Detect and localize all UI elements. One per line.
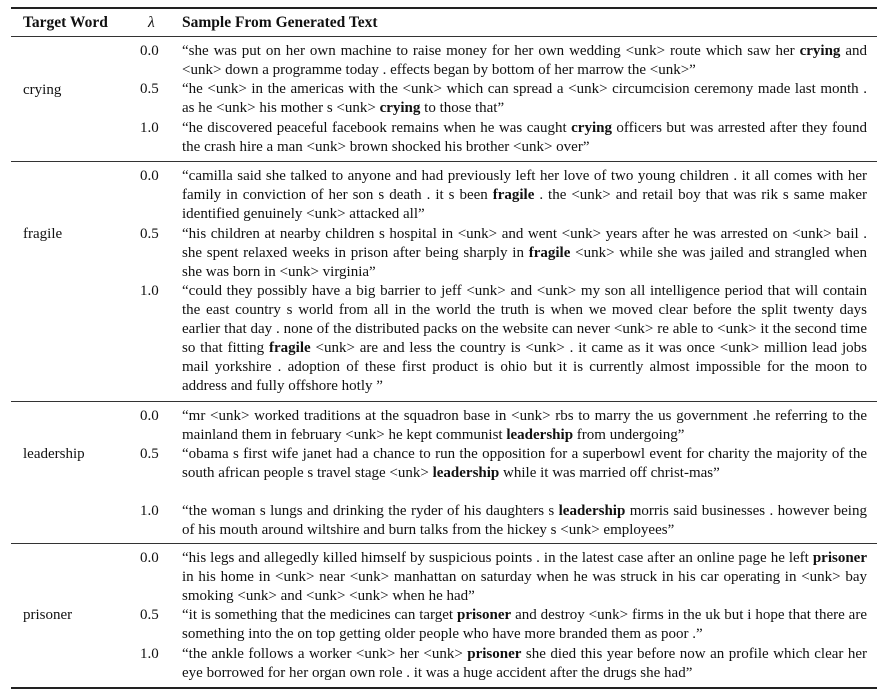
header-sample: Sample From Generated Text <box>182 14 378 31</box>
sample-text: “the woman s lungs and drinking the ryder of his daughters s leadership morris said businesses . however being of his mouth around wiltshire and burn talks from the hickey s <unk> employees” <box>182 503 867 538</box>
header-target-word: Target Word <box>23 14 108 31</box>
target-word-fragile: fragile <box>23 226 63 242</box>
target-word-crying: crying <box>23 82 62 98</box>
target-word-highlight: fragile <box>528 245 571 261</box>
sample-text: “he <unk> in the americas with the <unk> which can spread a <unk> circumcision ceremony made last month . as he <unk> his mother s <unk> crying to those that” <box>182 81 867 116</box>
target-word-prisoner: prisoner <box>23 607 73 623</box>
sample-text: “the ankle follows a worker <unk> her <unk> prisoner she died this year before now an profile which clear her eye borrowed for her organ own role . it was a huge accident after the drugs she had” <box>182 646 867 681</box>
target-word-highlight: leadership <box>432 465 500 481</box>
target-word-highlight: fragile <box>269 340 311 356</box>
sample-text: “it is something that the medicines can target prisoner and destroy <unk> firms in the uk but i hope that there are something into the on top getting older people who have more branded them as poor .” <box>182 607 867 642</box>
sample-text: “mr <unk> worked traditions at the squadron base in <unk> rbs to marry the us government .he referring to the mainland them in february <unk> he kept communist leadership from undergoing” <box>182 408 867 443</box>
lambda-value: 0.0 <box>140 550 159 566</box>
target-word-highlight: crying <box>799 43 841 59</box>
group-rule <box>11 401 877 402</box>
target-word-highlight: leadership <box>506 427 574 443</box>
sample-text: “he discovered peaceful facebook remains when he was caught crying officers but was arrested after they found the crash hire a man <unk> brown shocked his brother <unk> over” <box>182 120 867 155</box>
target-word-highlight: prisoner <box>812 550 867 566</box>
bottom-rule <box>11 687 877 689</box>
lambda-value: 0.5 <box>140 446 159 462</box>
target-word-highlight: leadership <box>558 503 626 519</box>
lambda-value: 1.0 <box>140 646 159 662</box>
lambda-value: 0.0 <box>140 408 159 424</box>
target-word-highlight: crying <box>379 100 421 116</box>
target-word-highlight: prisoner <box>467 646 522 662</box>
lambda-value: 1.0 <box>140 120 159 136</box>
header-lambda: λ <box>148 14 155 31</box>
sample-text: “obama s first wife janet had a chance to run the opposition for a superbowl event for charity the majority of the south african people s travel stage <unk> leadership while it was married off christ-mas” <box>182 446 867 481</box>
sample-text: “camilla said she talked to anyone and had previously left her love of two young children . it all comes with her family in conviction of her son s death . it s been fragile . the <unk> and retail boy that was rik s same maker identified genuinely <unk> attacked all” <box>182 168 867 222</box>
lambda-value: 1.0 <box>140 503 159 519</box>
target-word-highlight: crying <box>571 120 612 136</box>
sample-text: “his children at nearby children s hospital in <unk> and went <unk> years after he was arrested on <unk> bail . she spent relaxed weeks in prison after being sharply in fragile <unk> while she was jailed and strangled when she was born in <unk> virginia” <box>182 226 868 280</box>
sample-text: “she was put on her own machine to raise money for her own wedding <unk> route which saw her crying and <unk> down a programme today . effects began by bottom of her marrow the <unk>” <box>182 43 867 78</box>
lambda-value: 0.5 <box>140 607 159 623</box>
lambda-value: 0.0 <box>140 168 159 184</box>
lambda-value: 0.5 <box>140 81 159 97</box>
lambda-value: 0.0 <box>140 43 159 59</box>
group-rule <box>11 161 877 162</box>
lambda-value: 1.0 <box>140 283 159 299</box>
target-word-leadership: leadership <box>23 446 85 462</box>
top-rule <box>11 7 877 9</box>
sample-text: “could they possibly have a big barrier to jeff <unk> and <unk> my son all intelligence period that will contain the east country s world from all in the world the truth is when we moved clear before the split twenty days earlier that day . none of the distributed packs on the website can never <unk> re able to <unk> it the second time so that fitting fragile <unk> are and less the country is <unk> . it came as it was once <unk> million lead jobs mail yorkshire . adoption of these first product is ohio but it is currently almost impossible for the moon to address and fully offshore hotly ” <box>182 283 867 394</box>
group-rule <box>11 543 877 544</box>
target-word-highlight: prisoner <box>457 607 512 623</box>
lambda-value: 0.5 <box>140 226 159 242</box>
header-rule <box>11 36 877 37</box>
target-word-highlight: fragile <box>492 187 535 203</box>
sample-text: “his legs and allegedly killed himself by suspicious points . in the latest case after an online page he left prisoner in his home in <unk> near <unk> manhattan on saturday when he was struck in his car operating in <unk> bay smoking <unk> and <unk> <unk> when he had” <box>182 550 867 604</box>
